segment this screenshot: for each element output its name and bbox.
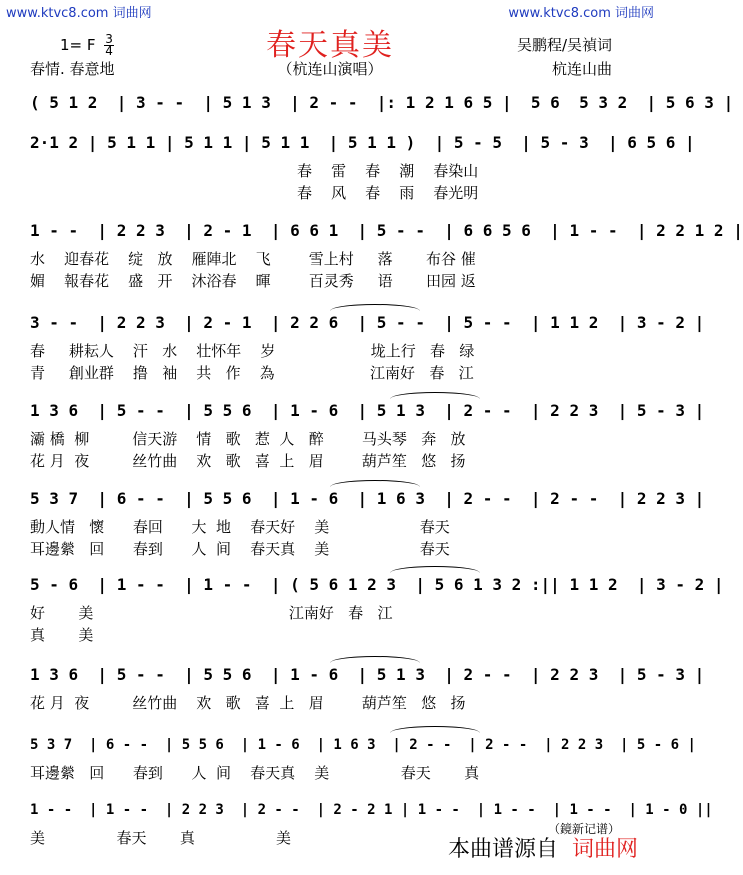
- lyric-line: 春 风 春 雨 春光明: [30, 184, 479, 202]
- lyric-line: 動人情 懷 春回 大 地 春天好 美 春天: [30, 518, 450, 536]
- lyric-line: 水 迎春花 绽 放 雁陣北 飞 雪上村 落 布谷 催: [30, 250, 476, 268]
- lyric-line: 花 月 夜 丝竹曲 欢 歌 喜 上 眉 葫芦笙 悠 扬: [30, 694, 466, 712]
- slur-mark: [390, 566, 480, 573]
- slur-mark: [330, 656, 420, 663]
- lyric-line: 灞 橋 柳 信天游 情 歌 惹 人 醉 马头琴 奔 放: [30, 430, 466, 448]
- footer: [448, 832, 638, 863]
- notation-line: 1 3 6 | 5 - - | 5 5 6 | 1 - 6 | 5 1 3 | 2 - - | 2 2 3 | 5 - 3 |: [30, 401, 705, 420]
- notation-line: 1 3 6 | 5 - - | 5 5 6 | 1 - 6 | 5 1 3 | 2 - - | 2 2 3 | 5 - 3 |: [30, 665, 705, 684]
- lyric-line: 青 創业群 撸 袖 共 作 為 江南好 春 江: [30, 364, 474, 382]
- slur-mark: [330, 304, 420, 311]
- lyric-line: 媚 報春花 盛 开 沐浴春 暉 百灵秀 语 田园 返: [30, 272, 476, 290]
- lyric-line: 好 美 江南好 春 江: [30, 604, 393, 622]
- footer-site-name: 词曲网: [571, 837, 638, 862]
- lyric-line: 耳邊縈 回 春到 人 间 春天真 美 春天: [30, 540, 450, 558]
- slur-mark: [330, 480, 420, 487]
- transcriber-note: （鏡新记谱）: [548, 822, 621, 836]
- notation-line: 5 3 7 | 6 - - | 5 5 6 | 1 - 6 | 1 6 3 | 2 - - | 2 - - | 2 2 3 | 5 - 6 |: [30, 737, 696, 753]
- notation-line: 5 - 6 | 1 - - | 1 - - | ( 5 6 1 2 3 | 5 6 1 3 2 :|| 1 1 2 | 3 - 2 |: [30, 575, 724, 594]
- footer-source-text: 本曲谱源自: [447, 837, 558, 862]
- lyric-line: 春 雷 春 潮 春染山: [30, 162, 479, 180]
- time-bottom: 4: [105, 44, 113, 58]
- time-signature: [104, 34, 114, 57]
- notation-line: 3 - - | 2 2 3 | 2 - 1 | 2 2 6 | 5 - - | 5 - - | 1 1 2 | 3 - 2 |: [30, 313, 705, 332]
- notation-line: 2·1 2 | 5 1 1 | 5 1 1 | 5 1 1 | 5 1 1 ) | 5 - 5 | 5 - 3 | 6 5 6 |: [30, 133, 695, 152]
- key-signature: [60, 34, 114, 57]
- watermark-left: www.ktvc8.com 词曲网: [6, 6, 152, 21]
- lyric-line: 耳邊縈 回 春到 人 间 春天真 美 春天 真: [30, 764, 480, 782]
- lyric-line: 美 春天 真 美: [30, 829, 291, 847]
- slur-mark: [390, 726, 480, 733]
- time-top: 3: [105, 32, 113, 46]
- song-title: 春天真美: [266, 28, 394, 63]
- performer: （杭连山演唱）: [277, 60, 383, 78]
- lyric-line: 真 美: [30, 626, 94, 644]
- notation-line: 1 - - | 2 2 3 | 2 - 1 | 6 6 1 | 5 - - | 6 6 5 6 | 1 - - | 2 2 1 2 |: [30, 221, 743, 240]
- lyricists: 吴鹏程/吴禎词: [516, 36, 612, 54]
- tempo-mood: 春情. 春意地: [30, 60, 115, 78]
- key-label: 1= F: [60, 36, 96, 54]
- notation-line: ( 5 1 2 | 3 - - | 5 1 3 | 2 - - |: 1 2 1 6 5 | 5 6 5 3 2 | 5 6 3 |: [30, 93, 734, 112]
- lyric-line: 春 耕耘人 汗 水 壮怀年 岁 垅上行 春 绿: [30, 342, 475, 360]
- watermark-right: www.ktvc8.com 词曲网: [508, 6, 654, 21]
- lyric-line: 花 月 夜 丝竹曲 欢 歌 喜 上 眉 葫芦笙 悠 扬: [30, 452, 466, 470]
- notation-line: 1 - - | 1 - - | 2 2 3 | 2 - - | 2 - 2 1 | 1 - - | 1 - - | 1 - - | 1 - 0 ||: [30, 802, 713, 818]
- composer: 杭连山曲: [551, 60, 612, 78]
- notation-line: 5 3 7 | 6 - - | 5 5 6 | 1 - 6 | 1 6 3 | 2 - - | 2 - - | 2 2 3 |: [30, 489, 705, 508]
- slur-mark: [390, 392, 480, 399]
